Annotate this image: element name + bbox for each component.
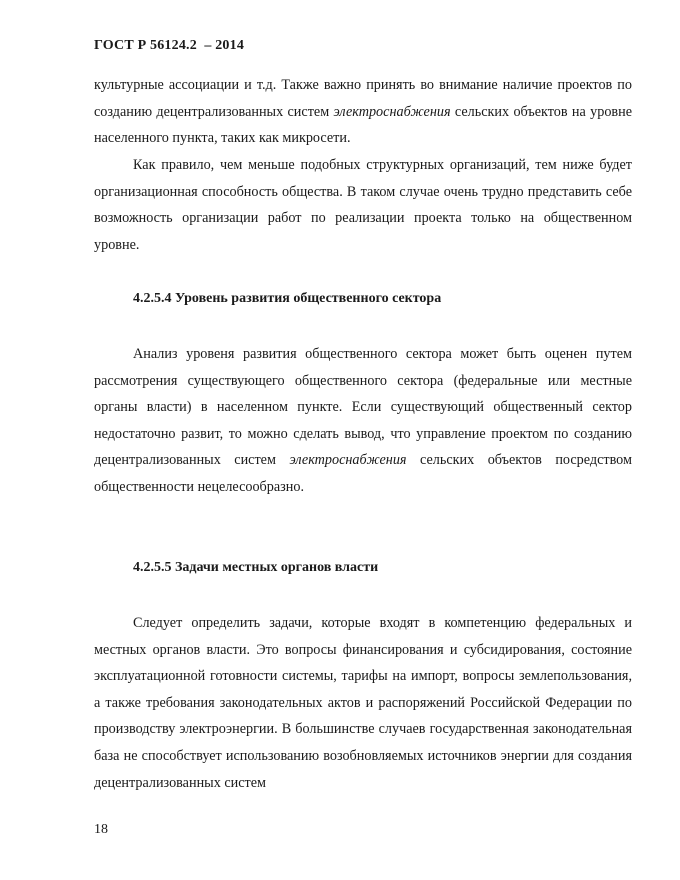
- section-heading-4-2-5-5: 4.2.5.5 Задачи местных органов власти: [133, 560, 379, 575]
- document-header: ГОСТ Р 56124.2 – 2014: [94, 38, 245, 53]
- paragraph-intro-continuation: [94, 72, 632, 152]
- paragraph-local-authority-tasks: Следует определить задачи, которые входят в компетенцию федеральных и местных органов власти. Это вопросы финансирования и субсидирования, состояние эксплуатационной готовности системы, тарифы на импорт, вопросы землепользования, а также требования законодательных актов и распоряжений Российской Федерации по производству электроэнергии. В большинстве случаев государственная законодательная база не способствует использованию возобновляемых источников энергии для создания децентрализованных систем: [94, 615, 632, 791]
- section-heading-4-2-5-4: 4.2.5.4 Уровень развития общественного сектора: [133, 291, 442, 306]
- paragraph-public-sector-analysis: [94, 341, 632, 501]
- paragraph-text: культурные ассоциации и т.д. Также важно принять во внимание наличие проектов по созданию децентрализованных систем: [94, 77, 632, 120]
- paragraph-text: сельских объектов посредством общественности нецелесообразно.: [94, 452, 632, 495]
- paragraph-text: сельских объектов на уровне населенного пункта, таких как микросети.: [94, 103, 633, 147]
- emphasized-term: электроснабжения: [289, 452, 407, 469]
- paragraph-organizational-capacity: Как правило, чем меньше подобных структурных организаций, тем ниже будет организационная способность общества. В таком случае очень трудно представить себе возможность организации работ по реализации проекта только на общественном уровне.: [94, 157, 632, 253]
- paragraph-text: Анализ уровеня развития общественного сектора может быть оценен путем рассмотрения существующего общественного сектора (федеральные или местные органы власти) в населенном пункте. Если существующий общественный сектор недостаточно развит, то можно сделать вывод, что управление проектом по созданию децентрализованных систем: [94, 346, 632, 469]
- emphasized-term: электроснабжения: [333, 103, 451, 120]
- page-number: 18: [94, 822, 108, 837]
